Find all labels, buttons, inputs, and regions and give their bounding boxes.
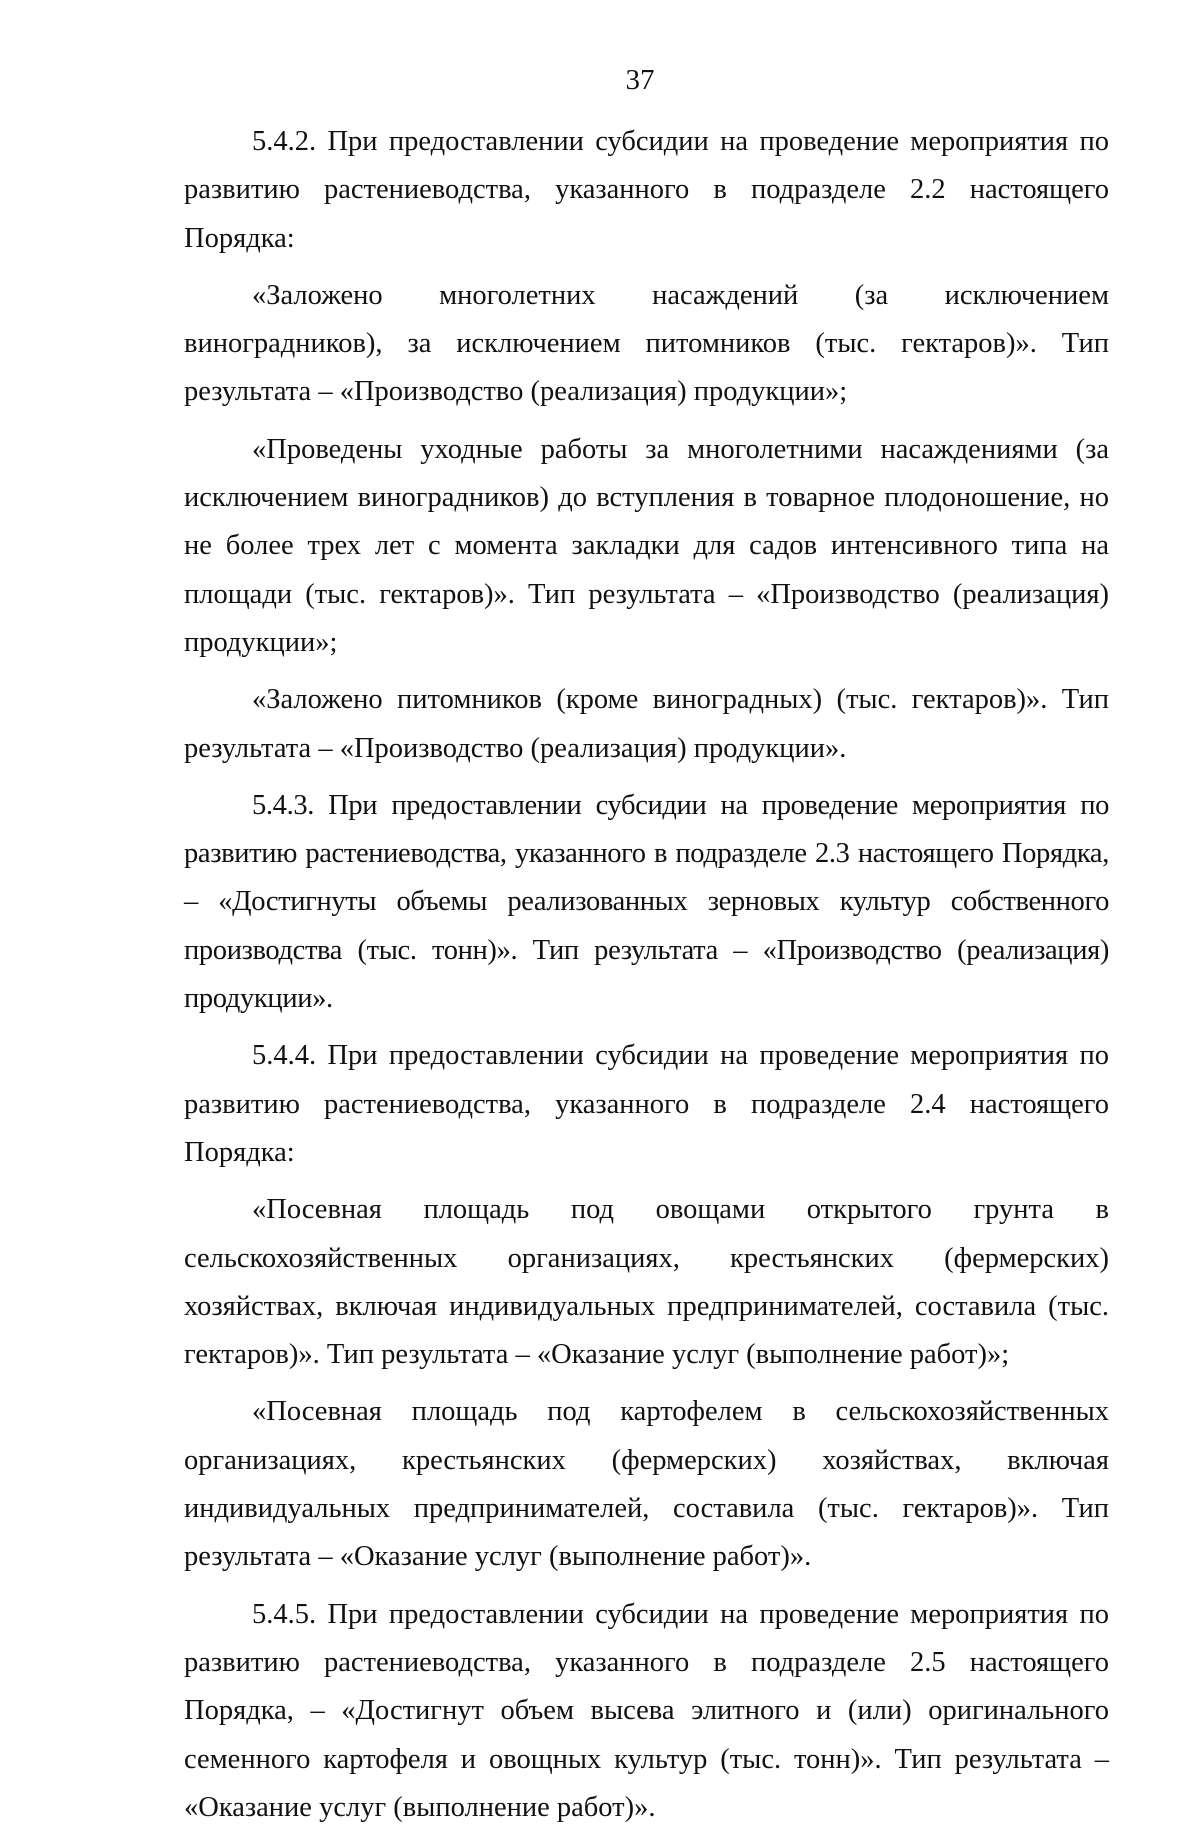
paragraph-nurseries: «Заложено питомников (кроме виноградных) (тыс. гектаров)». Тип результата – «Производство (реализация) продукции». [184, 684, 1109, 764]
paragraph-5-4-2: 5.4.2. При предоставлении субсидии на проведение мероприятия по развитию растениеводства, указанного в подразделе 2.2 настоящего Порядка: [184, 126, 1109, 254]
paragraph-5-4-5: 5.4.5. При предоставлении субсидии на проведение мероприятия по развитию растениеводства, указанного в подразделе 2.5 настоящего Порядка, – «Достигнут объем высева элитного и (или) оригинального семенного картофеля и овощных культур (тыс. тонн)». Тип результата – «Оказание услуг (выполнение работ)». [184, 1598, 1109, 1823]
paragraph-perennial-plantings: «Заложено многолетних насаждений (за исключением виноградников), за исключением питомников (тыс. гектаров)». Тип результата – «Производство (реализация) продукции»; [184, 279, 1109, 408]
paragraph-5-4-4: 5.4.4. При предоставлении субсидии на проведение мероприятия по развитию растениеводства, указанного в подразделе 2.4 настоящего Порядка: [184, 1040, 1109, 1168]
paragraph-maintenance-works: «Проведены уходные работы за многолетними насаждениями (за исключением виноградников) до вступления в товарное плодоношение, но не более трех лет с момента закладки для садов интенсивного типа на площади (тыс. гектаров)». Тип результата – «Производство (реализация) продукции»; [184, 433, 1109, 658]
paragraph-vegetables-sown-area: «Посевная площадь под овощами открытого грунта в сельскохозяйственных организациях, крестьянских (фермерских) хозяйствах, включая индивидуальных предпринимателей, составила (тыс. гектаров)». Тип результата – «Оказание услуг (выполнение работ)»; [184, 1194, 1109, 1371]
document-body [184, 118, 1109, 1841]
paragraph-potato-sown-area: «Посевная площадь под картофелем в сельскохозяйственных организациях, крестьянских (фермерских) хозяйствах, включая индивидуальных предпринимателей, составила (тыс. гектаров)». Тип результата – «Оказание услуг (выполнение работ)». [184, 1396, 1109, 1573]
paragraph-5-4-3: 5.4.3. При предоставлении субсидии на проведение мероприятия по развитию растениеводства, указанного в подразделе 2.3 настоящего Порядка, – «Достигнуты объемы реализованных зерновых культур собственного производства (тыс. тонн)». Тип результата – «Производство (реализация) продукции». [184, 789, 1109, 1015]
page-number: 37 [625, 64, 655, 96]
